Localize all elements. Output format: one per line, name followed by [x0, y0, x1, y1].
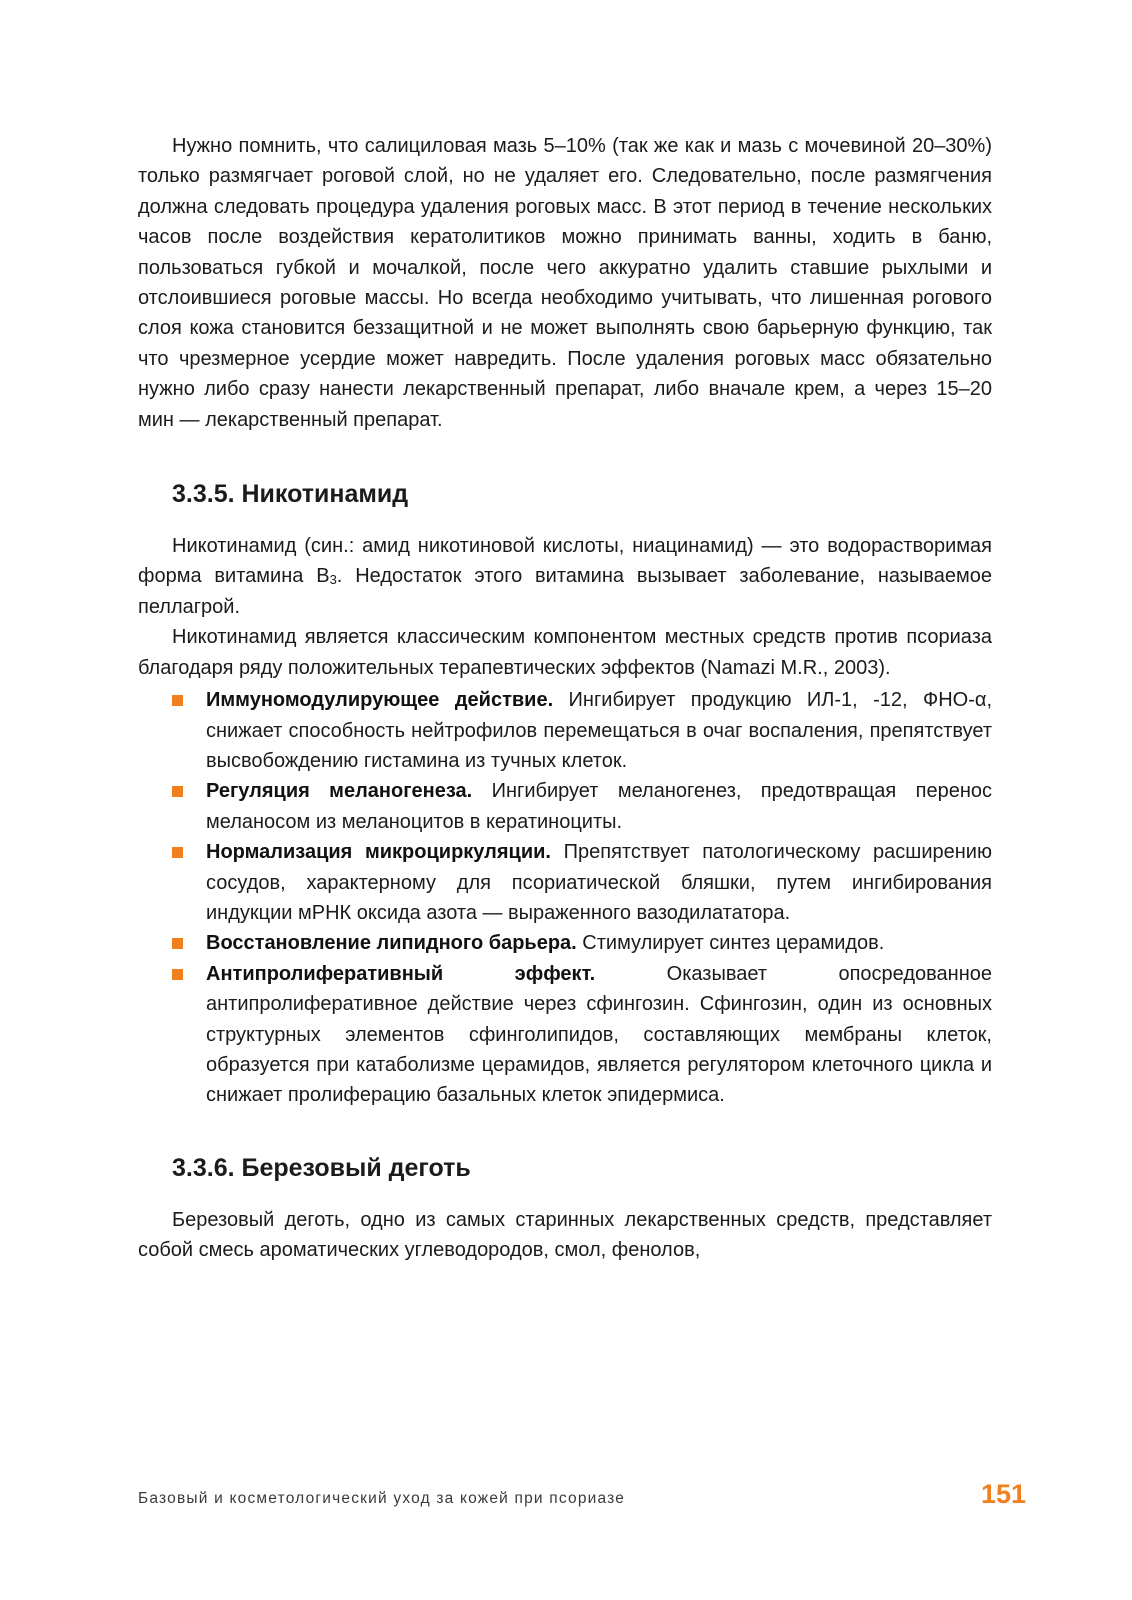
- list-item-text: Препятствует патологическому расширению сосудов, характерному для псориатической бляшки, путем ингибирования индукции мРНК оксида азота — выраженного вазодилататора.: [206, 841, 992, 924]
- list-item-title: Восстановление липидного барьера.: [206, 932, 577, 955]
- list-item: [206, 685, 992, 776]
- paragraph-nicotinamide-effects: Никотинамид является классическим компонентом местных средств против псориаза благодаря ряду положительных терапевтических эффектов (Namazi M.R., 2003).: [138, 626, 992, 679]
- list-item-text: Ингибирует продукцию ИЛ-1, -12, ФНО-α, снижает способность нейтрофилов перемещаться в очаг воспаления, препятствует высвобождению гистамина из тучных клеток.: [206, 689, 992, 772]
- list-item-text: Стимулирует синтез церамидов.: [576, 932, 885, 955]
- paragraph-birch-tar: Березовый деготь, одно из самых старинных лекарственных средств, представляет собой смесь ароматических углеводородов, смол, фенолов,: [138, 1208, 992, 1262]
- section-heading-birch-tar: 3.3.6. Березовый деготь: [172, 1153, 471, 1182]
- vitamin-subscript: 3: [329, 572, 337, 588]
- list-item: [206, 837, 992, 928]
- intro-text-a: Никотинамид (син.: амид никотиновой кислоты, ниацинамид) — это водорастворимая форма витамина B: [138, 535, 992, 588]
- list-item-title: Регуляция меланогенеза.: [206, 780, 473, 803]
- bullet-square-icon: [172, 969, 183, 980]
- list-item-text: Оказывает опосредованное антипролиферативное действие через сфингозин. Сфингозин, один из основных структурных элементов сфинголипидов, составляющих мембраны клеток, образуется при катаболизме церамидов, является регулятором клеточного цикла и снижает пролиферацию базальных клеток эпидермиса.: [206, 962, 993, 1107]
- list-item-title: Антипролиферативный эффект.: [206, 962, 596, 985]
- footer-book-title: Базовый и косметологический уход за кожей при псориазе: [138, 1490, 626, 1507]
- bullet-square-icon: [172, 786, 183, 797]
- page-content: [138, 131, 992, 1266]
- effects-list: [138, 685, 992, 1111]
- section-heading-nicotinamide: 3.3.5. Никотинамид: [172, 480, 409, 509]
- page-number: 151: [980, 1479, 1026, 1509]
- list-item: [206, 959, 992, 1111]
- list-item: [206, 776, 992, 837]
- bullet-square-icon: [172, 938, 183, 949]
- list-item-title: Иммуномодулирующее действие.: [206, 689, 554, 712]
- intro-text-b: . Недостаток этого витамина вызывает заболевание, называемое пеллагрой.: [138, 565, 992, 618]
- bullet-square-icon: [172, 847, 183, 858]
- paragraph-nicotinamide-intro: [138, 531, 992, 622]
- list-item-title: Нормализация микроциркуляции.: [206, 841, 551, 864]
- list-item-text: Ингибирует меланогенез, предотвращая перенос меланосом из меланоцитов в кератиноциты.: [206, 780, 992, 833]
- list-item: [206, 928, 992, 958]
- paragraph-salicylic: Нужно помнить, что салициловая мазь 5–10% (так же как и мазь с мочевиной 20–30%) только размягчает роговой слой, но не удаляет его. Следовательно, после размягчения должна следовать процедура удаления роговых масс. В этот период в течение нескольких часов после воздействия кератолитиков можно принимать ванны, ходить в баню, пользоваться губкой и мочалкой, после чего аккуратно удалить ставшие рыхлыми и отслоившиеся роговые массы. Но всегда необходимо учитывать, что лишенная рогового слоя кожа становится беззащитной и не может выполнять свою барьерную функцию, так что чрезмерное усердие может навредить. После удаления роговых масс обязательно нужно либо сразу нанести лекарственный препарат, либо вначале крем, а через 15–20 мин — лекарственный препарат.: [138, 135, 992, 431]
- bullet-square-icon: [172, 695, 183, 706]
